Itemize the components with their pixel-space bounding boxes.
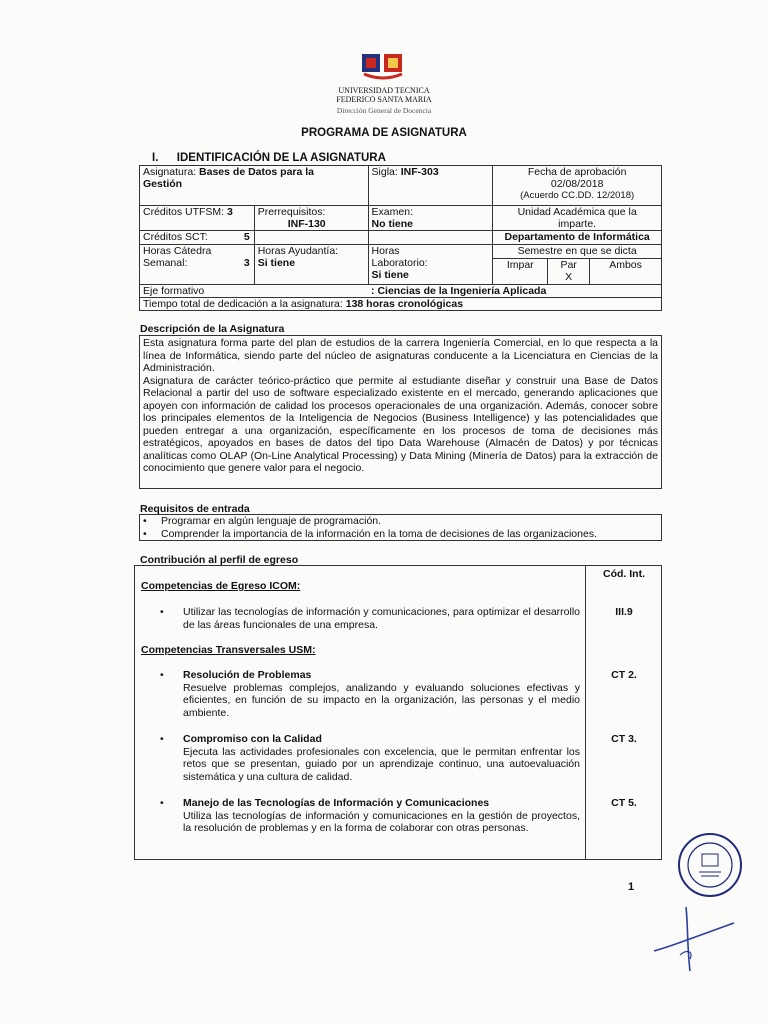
identification-table <box>139 165 662 311</box>
competencia-code: CT 2. <box>611 669 637 681</box>
requisitos-heading: Requisitos de entrada <box>140 503 250 515</box>
competencia-text: Resuelve problemas complejos, analizando y evaluando soluciones efectivas y eficientes, en función de su impacto en la organización, las personas y el medio ambiente. <box>183 681 580 719</box>
ambos-cell: Ambos <box>590 259 662 285</box>
horas-ayudantia-cell: Horas Ayudantía: Si tiene <box>254 245 368 285</box>
descripcion-paragraph-2: Asignatura de carácter teórico-práctico que permite al estudiante diseñar y construir una Base de Datos Relacional a partir del uso de software especializado existente en el mercado, generando aplicaciones que apoyen con información de calidad los procesos operacionales de una organización. Además, conocer sobre los principales elementos de la Inteligencia de Negocios (Business Intelligence) y las potencialidades que pueden entregar a una organización, específicamente en los procesos de toma de decisiones más estratégicos, apoyados en bases de datos del tipo Data Warehouse (Almacén de Datos) y por técnicas analíticas como OLAP (On-Line Analytical Processing) y Data Mining (Minería de Datos) para la extracción de conocimiento que genere valor para el negocio. <box>143 374 658 474</box>
descripcion-heading: Descripción de la Asignatura <box>140 323 285 335</box>
competencia-code: CT 3. <box>611 733 637 745</box>
horas-laboratorio-cell: Horas Laboratorio: Si tiene <box>368 245 493 285</box>
competencia-bullet: • <box>160 733 164 745</box>
competencia-title: Manejo de las Tecnologías de Información y Comunicaciones <box>183 797 490 809</box>
icom-item: Utilizar las tecnologías de información y comunicaciones, para optimizar el desarrollo de las áreas funcionales de una empresa. <box>183 606 580 631</box>
section-title: IDENTIFICACIÓN DE LA ASIGNATURA <box>176 152 386 164</box>
competencia-item <box>183 797 580 835</box>
semestre-cell: Semestre en que se dicta <box>493 245 662 259</box>
contribucion-heading: Contribución al perfil de egreso <box>140 554 299 566</box>
competencia-title: Resolución de Problemas <box>183 669 312 681</box>
prerrequisitos-cell: Prerrequisitos: INF-130 <box>254 206 368 231</box>
asignatura-name: Bases de Datos para la <box>199 166 315 178</box>
tiempo-cell: Tiempo total de dedicación a la asignatura: 138 horas cronológicas <box>140 298 662 311</box>
competencia-item <box>183 733 580 783</box>
horas-catedra-cell: Horas Cátedra Semanal: 3 <box>140 245 255 285</box>
usm-heading: Competencias Transversales USM: <box>141 644 316 656</box>
fecha-cell: Fecha de aprobación 02/08/2018 (Acuerdo CC.DD. 12/2018) <box>493 166 662 206</box>
page-title: PROGRAMA DE ASIGNATURA <box>301 127 467 139</box>
sigla-cell: Sigla: INF-303 <box>368 166 493 206</box>
competencia-text: Ejecuta las actividades profesionales con excelencia, que le permitan enfrentar los retos que se presentan, guiado por un aprendizaje continuo, una autoevaluación sistemática y una cultura de calidad. <box>183 745 580 783</box>
impar-cell: Impar <box>493 259 548 285</box>
signature <box>650 905 740 975</box>
descripcion-paragraph-1: Esta asignatura forma parte del plan de estudios de la carrera Ingeniería Comercial, en lo que respecta a la línea de Informática, siendo parte del núcleo de asignaturas conducente a la Licenciatura en Ciencias de la Administración. <box>143 337 658 374</box>
descripcion-box <box>139 335 662 489</box>
par-mark: X <box>565 271 573 283</box>
page-number: 1 <box>628 881 635 893</box>
sigla-value: INF-303 <box>400 166 439 178</box>
asignatura-cell: Asignatura: Bases de Datos para la Gestión <box>140 166 369 206</box>
section-heading <box>152 152 386 164</box>
official-seal <box>677 832 743 898</box>
university-name <box>300 86 468 115</box>
eje-label-cell: Eje formativo <box>140 285 369 298</box>
par-cell: Par X <box>548 259 590 285</box>
fecha-value: 02/08/2018 <box>550 178 604 190</box>
competencia-item <box>183 669 580 719</box>
unidad-cell: Unidad Académica que la imparte. <box>493 206 662 231</box>
departamento-cell: Departamento de Informática <box>493 231 662 245</box>
competencia-title: Compromiso con la Calidad <box>183 733 322 745</box>
creditos-utfsm-cell: Créditos UTFSM: 3 <box>140 206 255 231</box>
competencia-bullet: • <box>160 669 164 681</box>
eje-value-cell: : Ciencias de la Ingeniería Aplicada <box>368 285 661 298</box>
direction-line: Dirección General de Docencia <box>336 106 432 115</box>
university-line-1: UNIVERSIDAD TECNICA <box>338 86 430 95</box>
icom-heading: Competencias de Egreso ICOM: <box>141 580 301 592</box>
competencia-text: Utiliza las tecnologías de información y comunicaciones en la gestión de proyectos, la resolución de problemas y en la forma de colaborar con otras personas. <box>183 809 580 834</box>
competencia-bullet: • <box>160 797 164 809</box>
section-number: I. <box>152 152 159 164</box>
requisito-item: • Programar en algún lenguaje de programación. <box>143 515 382 527</box>
creditos-sct-cell: Créditos SCT: 5 <box>140 231 255 245</box>
icom-bullet: • <box>160 606 164 618</box>
cod-header: Cód. Int. <box>603 568 645 580</box>
icom-code: III.9 <box>615 606 633 618</box>
competencia-code: CT 5. <box>611 797 637 809</box>
university-crest <box>358 52 408 86</box>
examen-cell: Examen: No tiene <box>368 206 493 231</box>
requisito-item: • Comprender la importancia de la información en la toma de decisiones de las organizaciones. <box>143 527 597 540</box>
university-line-2: FEDERICO SANTA MARIA <box>336 95 432 104</box>
requisitos-box <box>139 514 662 541</box>
